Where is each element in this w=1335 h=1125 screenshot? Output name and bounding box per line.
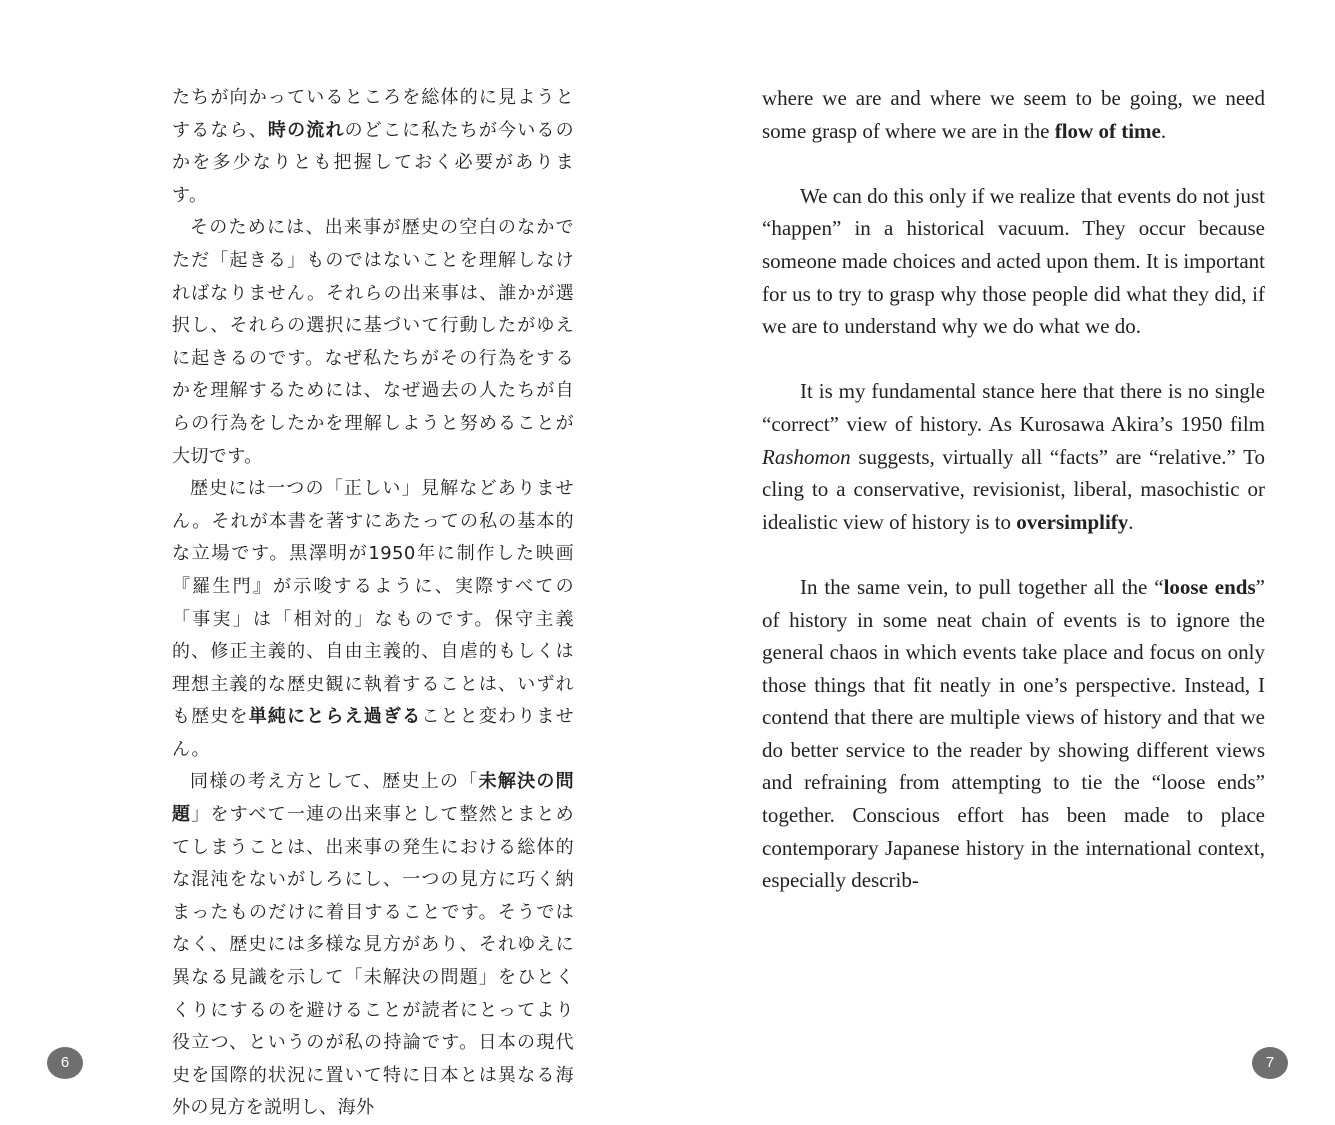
text-run: ” of history in some neat chain of events is to ignore the general chaos in which events take place and focus on only those things that fit neatly in one’s perspective. Instead, I contend that there are multiple views of history and that we do better service to the reader by showing different views and refraining from attempting to tie the “loose ends” together. Conscious effort has been made to place contemporary Japanese history in the international context, especially describ- — [762, 574, 1265, 893]
text-run: . — [1160, 118, 1167, 143]
text-run: そのためには、出来事が歴史の空白のなかでただ「起きる」ものではないことを理解しなければなりません。それらの出来事は、誰かが選択し、それらの選択に基づいて行動したがゆえに起きるのです。なぜ私たちがその行為をするかを理解するためには、なぜ過去の人たちが自らの行為をしたかを理解しようと努めることが大切です。 — [172, 217, 574, 467]
emphasis-italic: Rashomon — [762, 444, 851, 469]
text-run: suggests, virtually all “facts” are “relative.” To cling to a conservative, revisionist, liberal, masochistic or idealistic view of history is to — [762, 444, 1265, 534]
emphasis-bold: flow of time — [1054, 118, 1161, 143]
right-page — [667, 0, 1335, 1111]
emphasis-bold: 単純にとらえ過ぎる — [248, 706, 422, 728]
text-run: We can do this only if we realize that events do not just “happen” in a historical vacuum. They occur because someone made choices and acted upon them. It is important for us to try to grasp why those people did what they did, if we are to understand why we do what we do. — [762, 183, 1265, 339]
page-number-badge-right: 7 — [1252, 1047, 1288, 1079]
en-paragraph-2 — [762, 180, 1265, 343]
emphasis-bold: loose ends — [1163, 574, 1256, 599]
japanese-text-column — [172, 82, 574, 1125]
text-run: where we are and where we seem to be going, we need some grasp of where we are in the — [762, 86, 1265, 143]
en-paragraph-1 — [762, 82, 1265, 147]
text-run: 」をすべて一連の出来事として整然とまとめてしまうことは、出来事の発生における総体的な混沌をないがしろにし、一つの見方に巧く納まったものだけに着目することです。そうではなく、歴史には多様な見方があり、それゆえに異なる見識を示して「未解決の問題」をひとくくりにするのを避けることが読者にとってより役立つ、というのが私の持論です。日本の現代史を国際的状況に置いて特に日本とは異なる海外の見方を説明し、海外 — [172, 804, 574, 1119]
emphasis-bold: 未解決の問題 — [172, 771, 575, 826]
emphasis-bold: oversimplify — [1016, 509, 1129, 534]
jp-paragraph-1 — [172, 82, 574, 212]
left-page — [0, 0, 667, 1119]
page-number-badge-left: 6 — [47, 1047, 83, 1079]
text-run: たちが向かっているところを総体的に見ようとするなら、 — [172, 87, 574, 141]
en-paragraph-3 — [762, 375, 1265, 538]
text-run: . — [1128, 509, 1134, 534]
emphasis-bold: 時の流れ — [267, 119, 345, 141]
text-run: 歴史には一つの「正しい」見解などありません。それが本書を著すにあたっての私の基本的な立場です。黒澤明が1950年に制作した映画『羅生門』が示唆するように、実際すべての「事実」は「相対的」なものです。保守主義的、修正主義的、自由主義的、自虐的もしくは理想主義的な歴史観に執着することは、いずれも歴史を — [172, 478, 574, 728]
text-run: In the same vein, to pull together all the “ — [800, 574, 1164, 599]
jp-paragraph-2 — [172, 212, 574, 473]
text-run: ことと変わりません。 — [172, 706, 574, 760]
en-paragraph-4 — [762, 571, 1265, 897]
jp-paragraph-3 — [172, 473, 574, 766]
text-run: 同様の考え方として、歴史上の「 — [190, 771, 479, 793]
english-text-column — [762, 82, 1265, 929]
text-run: のどこに私たちが今いるのかを多少なりとも把握しておく必要があります。 — [172, 119, 574, 206]
jp-paragraph-4 — [172, 766, 574, 1125]
text-run: It is my fundamental stance here that there is no single “correct” view of history. As Kurosawa Akira’s 1950 film — [762, 379, 1265, 436]
